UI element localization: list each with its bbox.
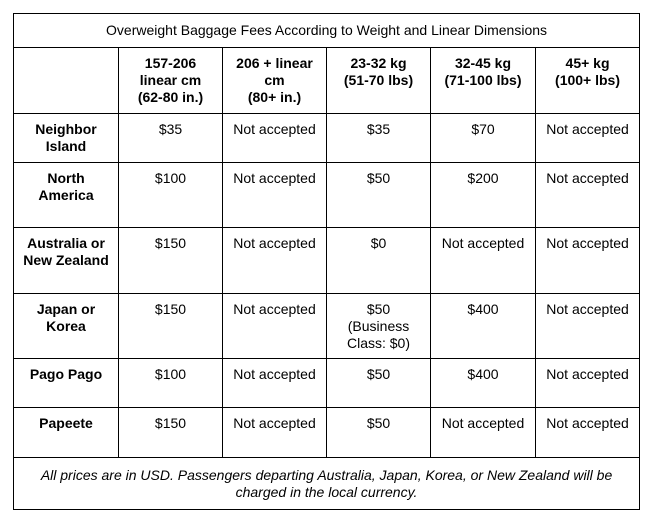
table-cell: $50 — [327, 359, 431, 408]
table-cell: $35 — [119, 114, 223, 163]
table-cell: $50 (Business Class: $0) — [327, 294, 431, 359]
table-row — [14, 408, 640, 458]
table-cell: $35 — [327, 114, 431, 163]
table-cell: $150 — [119, 408, 223, 458]
header-weight-32-45: 32-45 kg (71-100 lbs) — [431, 48, 536, 114]
row-label: Neighbor Island — [14, 114, 119, 163]
header-empty — [14, 48, 119, 114]
table-row — [14, 359, 640, 408]
table-cell: $50 — [327, 408, 431, 458]
table-cell: $400 — [431, 294, 536, 359]
table-cell: $70 — [431, 114, 536, 163]
footer-row — [14, 458, 640, 510]
table-cell: Not accepted — [536, 408, 640, 458]
table-cell: $100 — [119, 163, 223, 228]
table-cell: Not accepted — [431, 408, 536, 458]
table-cell: Not accepted — [223, 359, 327, 408]
table-cell: $0 — [327, 228, 431, 294]
table-title-row — [14, 14, 640, 48]
row-label: North America — [14, 163, 119, 228]
table-cell: $200 — [431, 163, 536, 228]
table-cell: $100 — [119, 359, 223, 408]
header-linear-157-206: 157-206 linear cm (62-80 in.) — [119, 48, 223, 114]
table-cell: $150 — [119, 228, 223, 294]
table-cell: Not accepted — [223, 294, 327, 359]
table-cell: Not accepted — [431, 228, 536, 294]
table-cell: $150 — [119, 294, 223, 359]
table-cell: Not accepted — [536, 359, 640, 408]
row-label: Pago Pago — [14, 359, 119, 408]
table-cell: Not accepted — [223, 163, 327, 228]
header-row — [14, 48, 640, 114]
table-row — [14, 114, 640, 163]
table-cell: Not accepted — [223, 114, 327, 163]
row-label: Japan or Korea — [14, 294, 119, 359]
baggage-fees-table — [13, 13, 640, 510]
table-title: Overweight Baggage Fees According to Weight and Linear Dimensions — [14, 14, 640, 48]
row-label: Australia or New Zealand — [14, 228, 119, 294]
table-cell: Not accepted — [223, 228, 327, 294]
table-cell: $50 — [327, 163, 431, 228]
header-weight-23-32: 23-32 kg (51-70 lbs) — [327, 48, 431, 114]
table-cell: Not accepted — [223, 408, 327, 458]
table-cell: Not accepted — [536, 163, 640, 228]
table-footnote: All prices are in USD. Passengers departing Australia, Japan, Korea, or New Zealand will be charged in the local currency. — [14, 458, 640, 510]
table-cell: Not accepted — [536, 228, 640, 294]
table-row — [14, 228, 640, 294]
table-cell: Not accepted — [536, 114, 640, 163]
header-linear-206-plus: 206 + linear cm (80+ in.) — [223, 48, 327, 114]
row-label: Papeete — [14, 408, 119, 458]
table-row — [14, 163, 640, 228]
header-weight-45-plus: 45+ kg (100+ lbs) — [536, 48, 640, 114]
table-cell: $400 — [431, 359, 536, 408]
table-row — [14, 294, 640, 359]
table-cell: Not accepted — [536, 294, 640, 359]
